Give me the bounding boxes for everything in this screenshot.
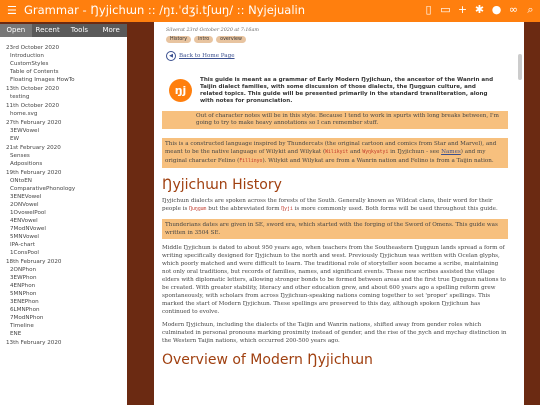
tag-history[interactable]: History <box>166 36 191 43</box>
para-text: Ŋyjichɯn dialects are spoken across the forests of the South. Generally known as Wildcat clans, their word for their people is <box>162 198 493 212</box>
scrollbar[interactable] <box>518 54 522 80</box>
note-text: ) and my original character Felino ( <box>165 149 486 164</box>
note-text: This is a constructed language inspired by Thundercats (the original cartoon and comics from Star and Marvel), and meant to be the native language of Wilykit and Wilykat ( <box>165 141 497 155</box>
sidebar-item[interactable]: 7ModNVowel <box>10 226 46 232</box>
sidebar-item[interactable]: 6LMNPhon <box>10 307 40 313</box>
intro-block <box>162 77 508 105</box>
plus-icon[interactable]: + <box>457 3 468 16</box>
sidebar-group <box>0 169 127 257</box>
sidebar-group <box>0 339 127 347</box>
code-term: Ŋuŋgɯn <box>189 207 207 212</box>
sidebar-item[interactable]: 3EWVowel <box>10 128 40 134</box>
sidebar-item[interactable]: 3EWPhon <box>10 275 37 281</box>
sidebar-date: 11th October 2020 <box>6 103 60 109</box>
back-to-home[interactable] <box>166 51 508 61</box>
top-bar <box>0 0 540 22</box>
paragraph-1 <box>162 197 508 214</box>
note-text: ). Wilykit and Wilykat are from a Wanrin nation and Felino is from a Taijin nation. <box>262 158 494 164</box>
logo-icon: ŋj <box>169 79 192 102</box>
sidebar-date: 13th February 2020 <box>6 340 62 346</box>
sidebar-item[interactable]: CustomStyles <box>10 61 49 67</box>
sidebar-group <box>0 102 127 118</box>
sidebar-date: 21st February 2020 <box>6 145 61 151</box>
sidebar-item[interactable]: 3ENEPhon <box>10 299 39 305</box>
user-icon[interactable]: ● <box>491 3 502 16</box>
sidebar-item[interactable]: Adpositions <box>10 161 43 167</box>
sidebar-item[interactable]: testing <box>10 94 30 100</box>
file-icon[interactable]: ▭ <box>440 3 451 16</box>
sidebar-item[interactable]: IPA-chart <box>10 242 35 248</box>
link-icon[interactable]: ∞ <box>508 3 519 16</box>
names-link[interactable]: Names <box>441 149 461 155</box>
tab-recent[interactable]: Recent <box>35 26 60 34</box>
ooc-note-3: Thunderians dates are given in SE, sword era, which started with the forging of the Sword of Omens. This guide was written in 3504 SE. <box>162 219 508 239</box>
code-term: Fillinyo <box>239 159 263 164</box>
code-term: Ŋyji <box>281 207 293 212</box>
sidebar-item[interactable]: 5MNVowel <box>10 234 39 240</box>
sidebar-item[interactable]: 1ConsPool <box>10 250 39 256</box>
article-meta: Silverat 23rd October 2020 at 7:16am <box>166 28 259 33</box>
intro-text: This guide is meant as a grammar of Early Modern Ŋyjichɯn, the ancestor of the Wanrin and Taijin dialect families, with some discussion of those dialects, the Ŋuŋgɯn culture, and related topics. This guide will be presented primarily in the standard transliteration, along with notes for pronunciation. <box>200 77 494 104</box>
sidebar <box>0 37 127 405</box>
back-link[interactable]: Back to Home Page <box>179 53 235 59</box>
sidebar-item[interactable]: ENE <box>10 331 22 337</box>
sidebar-date: 27th February 2020 <box>6 120 62 126</box>
new-page-icon[interactable]: ▯ <box>425 3 432 16</box>
tag-overview[interactable]: overview <box>216 36 246 43</box>
sidebar-item[interactable]: EW <box>10 136 20 142</box>
note-text: in Ŋyjichɯn - see <box>388 149 442 155</box>
paragraph-2: Middle Ŋyjichɯn is dated to about 950 years ago, when teachers from the Southeastern Ŋuŋgɯn lands spread a form of writing specifically designed for Ŋyjichɯn to the north and west. Previously Ŋyjichɯn was written with Ocelan glyphs, which poorly matched and were difficult to learn. The traditional role of storyteller soon became a scribe, maintaining not only oral traditions, but records of families, names, and significant events. These new scribes assisted the village elders with diplomatic letters, allowing stronger bonds to be formed between areas and the first true Ŋuŋgɯn nations to be created. With greater stability, literacy and other education grew, and about 600 years ago a spelling reform grew spontaneously, with scholars from across Ŋyjichɯn-speaking nations coming together to set 'proper' spellings. This marked the start of Modern Ŋyjichɯn. These spellings are preserved to this day, although spoken Ŋyjichɯn has continued to evolve. <box>162 245 506 315</box>
tab-open[interactable]: Open <box>0 24 32 37</box>
sidebar-date: 18th February 2020 <box>6 259 62 265</box>
search-icon[interactable]: ⌕ <box>527 3 534 16</box>
sidebar-item[interactable]: home.svg <box>10 111 38 117</box>
page-title: Grammar - Ŋyjichɯn :: /ŋɪ.ˈdʒi.tʃɯŋ/ :: Nyjejualin <box>24 3 306 17</box>
sidebar-date: 13th October 2020 <box>6 86 60 92</box>
sidebar-date: 19th February 2020 <box>6 170 62 176</box>
sidebar-group <box>0 44 127 84</box>
sidebar-item[interactable]: 5MNPhon <box>10 291 37 297</box>
tab-more[interactable]: More <box>102 26 120 34</box>
sidebar-item[interactable]: 1OvowelPool <box>10 210 46 216</box>
sidebar-group <box>0 144 127 168</box>
ooc-note-1: Out of character notes will be in this style. Because I tend to work in spurts with long breaks between, I'm going to try to make heavy annotations so I can remember stuff. <box>162 111 508 129</box>
history-heading: Ŋyjichɯn History <box>162 177 282 193</box>
sidebar-item[interactable]: 3ENEVowel <box>10 194 42 200</box>
code-term: Wyŋkyatyi <box>362 150 389 155</box>
toolbar-icons <box>423 3 536 17</box>
tab-tools[interactable]: Tools <box>70 26 88 34</box>
ooc-note-2 <box>162 138 508 168</box>
sidebar-item[interactable]: Timeline <box>10 323 34 329</box>
sidebar-group <box>0 258 127 338</box>
sidebar-item[interactable]: 4ENVowel <box>10 218 38 224</box>
article-content <box>162 28 508 372</box>
sidebar-item[interactable]: Table of Contents <box>10 69 59 75</box>
tag-intro[interactable]: intro <box>194 36 213 43</box>
back-arrow-icon: ◀ <box>166 51 176 61</box>
main-article <box>154 22 524 405</box>
gear-icon[interactable]: ✱ <box>474 3 485 16</box>
sidebar-item[interactable]: Introduction <box>10 53 44 59</box>
sidebar-date: 23rd October 2020 <box>6 45 60 51</box>
sidebar-item[interactable]: Floating Images HowTo <box>10 77 75 83</box>
code-term: Wilikyit <box>325 150 349 155</box>
para-text: is more commonly used. Both forms will be used throughout this guide. <box>292 206 498 212</box>
sidebar-group <box>0 85 127 101</box>
para-text: but the abbreviated form <box>206 206 282 212</box>
sidebar-item[interactable]: 4ENPhon <box>10 283 36 289</box>
sidebar-item[interactable]: Senses <box>10 153 30 159</box>
note-text: and <box>348 149 363 155</box>
sidebar-item[interactable]: ComparativePhonology <box>10 186 76 192</box>
sidebar-tabs <box>0 24 127 37</box>
sidebar-item[interactable]: 7ModNPhon <box>10 315 44 321</box>
hamburger-icon[interactable]: ☰ <box>7 4 17 17</box>
sidebar-group <box>0 119 127 143</box>
paragraph-3: Modern Ŋyjichɯn, including the dialects of the Taijin and Wanrin nations, shifted away from gender roles which culminated in personal pronouns marking proximity instead of gender, and the rise of the ɲych and mychay distinction in the Western Taijin nations, which occurred 200-500 years ago. <box>162 322 507 344</box>
sidebar-item[interactable]: ONtoEN <box>10 178 32 184</box>
tag-list <box>166 36 508 43</box>
sidebar-item[interactable]: 2ONVowel <box>10 202 39 208</box>
sidebar-item[interactable]: 2ONPhon <box>10 267 37 273</box>
overview-heading: Overview of Modern Ŋyjichɯn <box>162 352 373 368</box>
